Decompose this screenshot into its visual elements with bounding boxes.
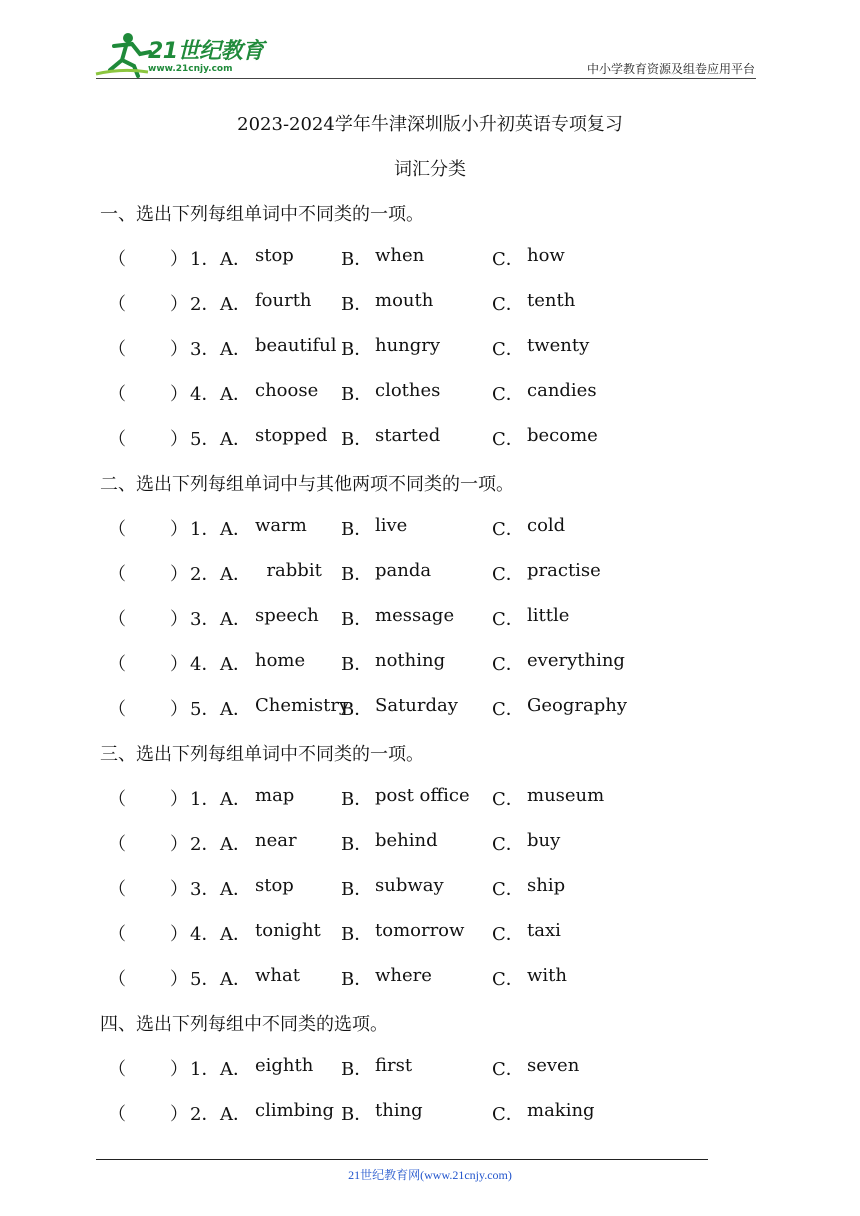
option-c-label: C． (492, 654, 524, 675)
answer-bracket-open[interactable]: （ (108, 519, 126, 540)
option-c-label: C． (492, 384, 524, 405)
document-title: 2023-2024学年牛津深圳版小升初英语专项复习 (237, 114, 623, 135)
question-number: 3． (190, 609, 220, 630)
answer-bracket-open[interactable]: （ (108, 429, 126, 450)
option-c-label: C． (492, 609, 524, 630)
option-b-text: tomorrow (375, 920, 465, 941)
option-c-label: C． (492, 879, 524, 900)
section-title: 二、选出下列每组单词中与其他两项不同类的一项。 (100, 474, 514, 495)
question-number: 2． (190, 294, 220, 315)
footer-divider (96, 1159, 708, 1160)
option-a-text: what (255, 965, 300, 986)
option-b-text: post office (375, 785, 470, 806)
option-a-text: speech (255, 605, 319, 626)
answer-bracket-close: ） (170, 654, 188, 675)
option-c-label: C． (492, 294, 524, 315)
question-number: 2． (190, 834, 220, 855)
question-number: 4． (190, 384, 220, 405)
answer-bracket-close: ） (170, 969, 188, 990)
answer-bracket-close: ） (170, 834, 188, 855)
option-c-text: making (527, 1100, 595, 1121)
answer-bracket-close: ） (170, 609, 188, 630)
answer-bracket-open[interactable]: （ (108, 294, 126, 315)
answer-bracket-open[interactable]: （ (108, 924, 126, 945)
answer-bracket-open[interactable]: （ (108, 339, 126, 360)
option-b-label: B． (341, 384, 373, 405)
logo-text: 21世纪教育 (148, 39, 264, 64)
option-a-label: A． (220, 519, 251, 540)
option-b-text: where (375, 965, 432, 986)
question-number: 1． (190, 789, 220, 810)
option-c-text: practise (527, 560, 601, 581)
option-c-label: C． (492, 789, 524, 810)
answer-bracket-close: ） (170, 1104, 188, 1125)
option-c-label: C． (492, 249, 524, 270)
question-number: 3． (190, 339, 220, 360)
question-number: 1． (190, 249, 220, 270)
option-c-text: tenth (527, 290, 576, 311)
section-title: 一、选出下列每组单词中不同类的一项。 (100, 204, 424, 225)
option-b-text: started (375, 425, 441, 446)
option-a-text: near (255, 830, 297, 851)
footer-link[interactable]: 21世纪教育网(www.21cnjy.com) (348, 1168, 512, 1182)
option-a-text: stop (255, 875, 294, 896)
option-b-text: behind (375, 830, 438, 851)
answer-bracket-open[interactable]: （ (108, 1059, 126, 1080)
option-c-label: C． (492, 1059, 524, 1080)
question-number: 4． (190, 654, 220, 675)
option-b-text: mouth (375, 290, 434, 311)
option-a-text: beautiful (255, 335, 337, 356)
option-c-text: candies (527, 380, 597, 401)
answer-bracket-open[interactable]: （ (108, 789, 126, 810)
logo-url: www.21cnjy.com (148, 64, 233, 74)
option-b-text: nothing (375, 650, 446, 671)
question-number: 5． (190, 699, 220, 720)
option-a-label: A． (220, 924, 251, 945)
option-b-label: B． (341, 879, 373, 900)
option-b-text: subway (375, 875, 444, 896)
option-a-text: warm (255, 515, 307, 536)
question-number: 1． (190, 1059, 220, 1080)
option-a-text: climbing (255, 1100, 335, 1121)
option-c-text: cold (527, 515, 566, 536)
question-number: 5． (190, 429, 220, 450)
option-b-label: B． (341, 924, 373, 945)
question-number: 2． (190, 564, 220, 585)
answer-bracket-open[interactable]: （ (108, 654, 126, 675)
option-a-label: A． (220, 969, 251, 990)
option-c-label: C． (492, 924, 524, 945)
option-b-label: B． (341, 294, 373, 315)
option-b-label: B． (341, 654, 373, 675)
option-c-label: C． (492, 699, 524, 720)
option-c-label: C． (492, 834, 524, 855)
option-c-text: twenty (527, 335, 590, 356)
option-b-label: B． (341, 429, 373, 450)
option-a-text: tonight (255, 920, 321, 941)
option-b-label: B． (341, 789, 373, 810)
question-number: 3． (190, 879, 220, 900)
answer-bracket-close: ） (170, 339, 188, 360)
option-b-text: when (375, 245, 425, 266)
option-a-label: A． (220, 834, 251, 855)
option-a-text: stop (255, 245, 294, 266)
answer-bracket-open[interactable]: （ (108, 969, 126, 990)
option-c-text: become (527, 425, 598, 446)
answer-bracket-open[interactable]: （ (108, 879, 126, 900)
option-c-text: ship (527, 875, 566, 896)
answer-bracket-open[interactable]: （ (108, 834, 126, 855)
answer-bracket-open[interactable]: （ (108, 384, 126, 405)
answer-bracket-close: ） (170, 699, 188, 720)
option-a-text: choose (255, 380, 319, 401)
option-c-text: taxi (527, 920, 561, 941)
option-a-label: A． (220, 654, 251, 675)
option-b-text: first (375, 1055, 413, 1076)
option-a-label: A． (220, 429, 251, 450)
answer-bracket-open[interactable]: （ (108, 249, 126, 270)
option-b-text: live (375, 515, 408, 536)
answer-bracket-close: ） (170, 564, 188, 585)
question-number: 5． (190, 969, 220, 990)
option-c-text: buy (527, 830, 561, 851)
option-a-label: A． (220, 294, 251, 315)
option-c-label: C． (492, 429, 524, 450)
option-a-label: A． (220, 609, 251, 630)
option-a-label: A． (220, 699, 251, 720)
answer-bracket-close: ） (170, 384, 188, 405)
option-b-label: B． (341, 969, 373, 990)
option-a-label: A． (220, 1104, 251, 1125)
option-b-label: B． (341, 339, 373, 360)
answer-bracket-open[interactable]: （ (108, 609, 126, 630)
option-a-text: Chemistry (255, 695, 350, 716)
option-c-text: Geography (527, 695, 628, 716)
option-b-label: B． (341, 1059, 373, 1080)
option-a-label: A． (220, 339, 251, 360)
option-b-label: B． (341, 834, 373, 855)
option-b-text: panda (375, 560, 432, 581)
option-c-label: C． (492, 564, 524, 585)
answer-bracket-close: ） (170, 294, 188, 315)
option-b-label: B． (341, 519, 373, 540)
option-a-label: A． (220, 249, 251, 270)
option-a-text: rabbit (255, 560, 322, 581)
option-c-text: with (527, 965, 567, 986)
option-c-label: C． (492, 339, 524, 360)
option-c-text: museum (527, 785, 605, 806)
section-title: 三、选出下列每组单词中不同类的一项。 (100, 744, 424, 765)
page-header (0, 0, 860, 90)
option-b-text: Saturday (375, 695, 458, 716)
answer-bracket-close: ） (170, 1059, 188, 1080)
option-b-text: thing (375, 1100, 423, 1121)
header-divider (96, 78, 756, 79)
option-c-text: little (527, 605, 570, 626)
option-b-text: hungry (375, 335, 441, 356)
option-b-text: message (375, 605, 455, 626)
option-a-label: A． (220, 789, 251, 810)
option-c-label: C． (492, 1104, 524, 1125)
option-b-label: B． (341, 609, 373, 630)
option-b-label: B． (341, 249, 373, 270)
option-b-label: B． (341, 1104, 373, 1125)
answer-bracket-open[interactable]: （ (108, 1104, 126, 1125)
option-a-text: fourth (255, 290, 312, 311)
option-a-label: A． (220, 384, 251, 405)
question-number: 1． (190, 519, 220, 540)
option-c-text: how (527, 245, 565, 266)
section-title: 四、选出下列每组中不同类的选项。 (100, 1014, 388, 1035)
option-b-label: B． (341, 564, 373, 585)
answer-bracket-close: ） (170, 519, 188, 540)
question-number: 2． (190, 1104, 220, 1125)
option-c-text: seven (527, 1055, 580, 1076)
document-subtitle: 词汇分类 (394, 159, 466, 180)
option-a-text: eighth (255, 1055, 314, 1076)
answer-bracket-open[interactable]: （ (108, 699, 126, 720)
option-a-label: A． (220, 1059, 251, 1080)
answer-bracket-close: ） (170, 924, 188, 945)
answer-bracket-close: ） (170, 879, 188, 900)
option-a-label: A． (220, 564, 251, 585)
question-number: 4． (190, 924, 220, 945)
option-c-text: everything (527, 650, 625, 671)
option-a-text: map (255, 785, 295, 806)
answer-bracket-close: ） (170, 789, 188, 810)
answer-bracket-close: ） (170, 429, 188, 450)
option-b-text: clothes (375, 380, 441, 401)
platform-name: 中小学教育资源及组卷应用平台 (586, 62, 755, 76)
option-b-label: B． (341, 699, 373, 720)
option-c-label: C． (492, 969, 524, 990)
option-a-label: A． (220, 879, 251, 900)
option-a-text: stopped (255, 425, 328, 446)
answer-bracket-open[interactable]: （ (108, 564, 126, 585)
option-c-label: C． (492, 519, 524, 540)
option-a-text: home (255, 650, 306, 671)
answer-bracket-close: ） (170, 249, 188, 270)
